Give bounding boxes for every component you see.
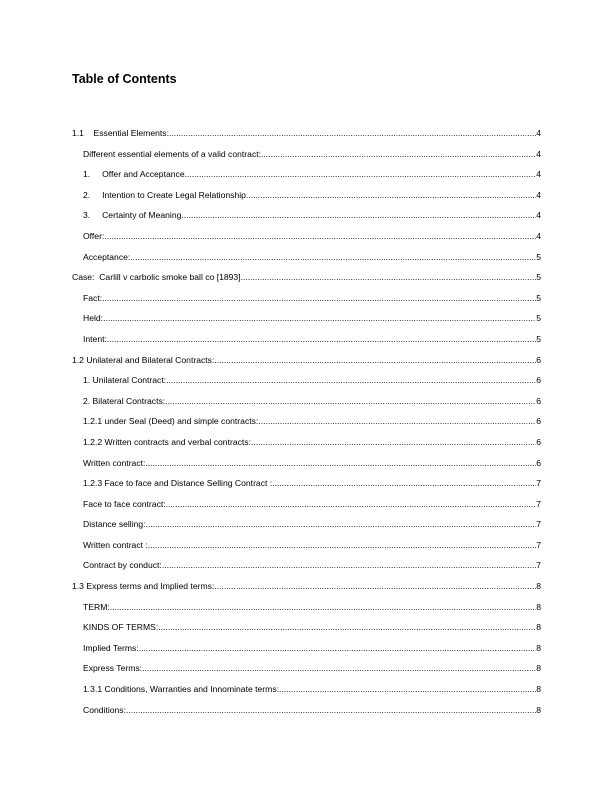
toc-leader-dots	[162, 558, 536, 572]
toc-entry[interactable]	[72, 394, 541, 415]
toc-leader-dots	[272, 476, 536, 490]
toc-entry-page-number: 6	[536, 375, 541, 386]
toc-entry[interactable]	[72, 641, 541, 662]
toc-leader-dots	[258, 414, 536, 428]
toc-leader-dots	[169, 126, 536, 140]
toc-entry-label: Distance selling:	[83, 519, 146, 530]
toc-entry-page-number: 5	[536, 313, 541, 324]
toc-entry[interactable]	[72, 579, 541, 600]
toc-entry-label: Face to face contract:	[83, 498, 166, 509]
toc-leader-dots	[241, 270, 537, 284]
toc-entry-label: 1.2 Unilateral and Bilateral Contracts:	[72, 354, 215, 365]
toc-entry[interactable]	[72, 373, 541, 394]
toc-entry-label: 1. Offer and Acceptance.	[83, 169, 187, 180]
toc-entry-label: 3. Certainty of Meaning.	[83, 210, 184, 221]
toc-entry-label: Conditions:	[83, 704, 126, 715]
toc-leader-dots	[158, 620, 536, 634]
toc-leader-dots	[142, 661, 536, 675]
toc-leader-dots	[148, 538, 536, 552]
toc-entry-page-number: 8	[536, 663, 541, 674]
toc-leader-dots	[104, 229, 536, 243]
toc-leader-dots	[214, 579, 536, 593]
toc-entry[interactable]	[72, 188, 541, 209]
toc-leader-dots	[187, 167, 536, 181]
toc-entry[interactable]	[72, 291, 541, 312]
toc-entry-page-number: 5	[536, 292, 541, 303]
toc-entry-page-number: 8	[536, 704, 541, 715]
toc-entry-page-number: 8	[536, 622, 541, 633]
toc-entry-label: Offer:	[83, 230, 105, 241]
toc-leader-dots	[145, 456, 536, 470]
toc-entry-page-number: 5	[536, 251, 541, 262]
toc-entry-label: TERM:	[83, 601, 110, 612]
toc-entry-label: Fact:	[83, 292, 103, 303]
toc-entry-label: Held:	[83, 313, 104, 324]
toc-entry-page-number: 5	[536, 333, 541, 344]
toc-entry-page-number: 4	[536, 169, 541, 180]
table-of-contents	[72, 126, 541, 723]
toc-leader-dots	[166, 497, 537, 511]
toc-entry-label: 1.2.3 Face to face and Distance Selling Contract :	[83, 478, 273, 489]
toc-entry[interactable]	[72, 661, 541, 682]
toc-entry[interactable]	[72, 270, 541, 291]
toc-entry-label: 2. Bilateral Contracts:	[83, 395, 166, 406]
toc-entry-page-number: 8	[536, 642, 541, 653]
toc-entry-label: 1.3 Express terms and Implied terms:	[72, 581, 215, 592]
toc-entry[interactable]	[72, 126, 541, 147]
toc-entry-page-number: 7	[536, 498, 541, 509]
toc-leader-dots	[165, 394, 536, 408]
toc-leader-dots	[214, 353, 536, 367]
toc-entry-page-number: 6	[536, 354, 541, 365]
toc-entry[interactable]	[72, 558, 541, 579]
toc-leader-dots	[184, 208, 536, 222]
toc-entry-label: KINDS OF TERMS:	[83, 622, 159, 633]
toc-entry-label: 1.1 Essential Elements:	[72, 128, 169, 138]
toc-entry-page-number: 7	[536, 478, 541, 489]
toc-entry-page-number: 8	[536, 581, 541, 592]
toc-entry[interactable]	[72, 517, 541, 538]
toc-entry-page-number: 6	[536, 436, 541, 447]
toc-entry-label: Written contract :	[83, 539, 148, 550]
toc-entry[interactable]	[72, 250, 541, 271]
toc-leader-dots	[126, 703, 536, 717]
toc-entry-label: 1. Unilateral Contract:	[83, 375, 167, 386]
toc-entry[interactable]	[72, 229, 541, 250]
toc-entry-page-number: 5	[536, 272, 541, 283]
toc-leader-dots	[139, 641, 537, 655]
toc-entry-page-number: 7	[536, 519, 541, 530]
toc-entry-label: 1.3.1 Conditions, Warranties and Innominate terms:	[83, 684, 280, 695]
toc-entry-label: Express Terms:	[83, 663, 143, 674]
toc-leader-dots	[166, 373, 536, 387]
toc-entry-page-number: 4	[536, 148, 541, 159]
toc-entry[interactable]	[72, 414, 541, 435]
toc-entry[interactable]	[72, 703, 541, 724]
toc-entry-page-number: 4	[536, 189, 541, 200]
toc-entry-page-number: 6	[536, 416, 541, 427]
toc-entry[interactable]	[72, 476, 541, 497]
toc-entry[interactable]	[72, 208, 541, 229]
toc-entry-label: Implied Terms:	[83, 642, 139, 653]
toc-entry-page-number: 8	[536, 684, 541, 695]
toc-entry-label: Different essential elements of a valid contract:	[83, 148, 262, 159]
toc-entry-label: Case: Carlill v carbolic smoke ball co [1893]	[72, 272, 241, 283]
toc-entry[interactable]	[72, 620, 541, 641]
toc-leader-dots	[248, 188, 536, 202]
toc-entry[interactable]	[72, 332, 541, 353]
toc-leader-dots	[107, 332, 536, 346]
toc-entry-label: Written contract:	[83, 457, 146, 468]
toc-entry[interactable]	[72, 167, 541, 188]
page-title: Table of Contents	[72, 72, 177, 86]
toc-entry-page-number: 7	[536, 539, 541, 550]
toc-entry-page-number: 6	[536, 457, 541, 468]
toc-entry[interactable]	[72, 311, 541, 332]
toc-entry[interactable]	[72, 435, 541, 456]
toc-entry-label: Contract by conduct:	[83, 560, 162, 571]
toc-entry[interactable]	[72, 456, 541, 477]
toc-entry-page-number: 7	[536, 560, 541, 571]
toc-entry-label: 1.2.2 Written contracts and verbal contracts:	[83, 436, 251, 447]
toc-entry-page-number: 8	[536, 601, 541, 612]
toc-entry[interactable]	[72, 497, 541, 518]
toc-entry-label: 1.2.1 under Seal (Deed) and simple contracts:	[83, 416, 259, 427]
toc-leader-dots	[130, 250, 536, 264]
toc-entry[interactable]	[72, 682, 541, 703]
toc-leader-dots	[279, 682, 536, 696]
toc-entry-page-number: 4	[536, 230, 541, 241]
toc-entry-page-number: 6	[536, 395, 541, 406]
toc-entry[interactable]	[72, 600, 541, 621]
toc-leader-dots	[103, 311, 536, 325]
toc-entry-page-number: 4	[536, 210, 541, 221]
toc-entry[interactable]	[72, 538, 541, 559]
toc-entry-page-number: 4	[536, 128, 541, 138]
toc-leader-dots	[110, 600, 536, 614]
toc-leader-dots	[251, 435, 536, 449]
toc-entry-label: Intent:	[83, 333, 107, 344]
toc-leader-dots	[102, 291, 536, 305]
toc-entry[interactable]	[72, 353, 541, 374]
toc-entry[interactable]	[72, 147, 541, 168]
toc-leader-dots	[261, 147, 536, 161]
toc-entry-label: 2. Intention to Create Legal Relationship.	[83, 189, 249, 200]
toc-leader-dots	[146, 517, 537, 531]
toc-entry-label: Acceptance:	[83, 251, 131, 262]
